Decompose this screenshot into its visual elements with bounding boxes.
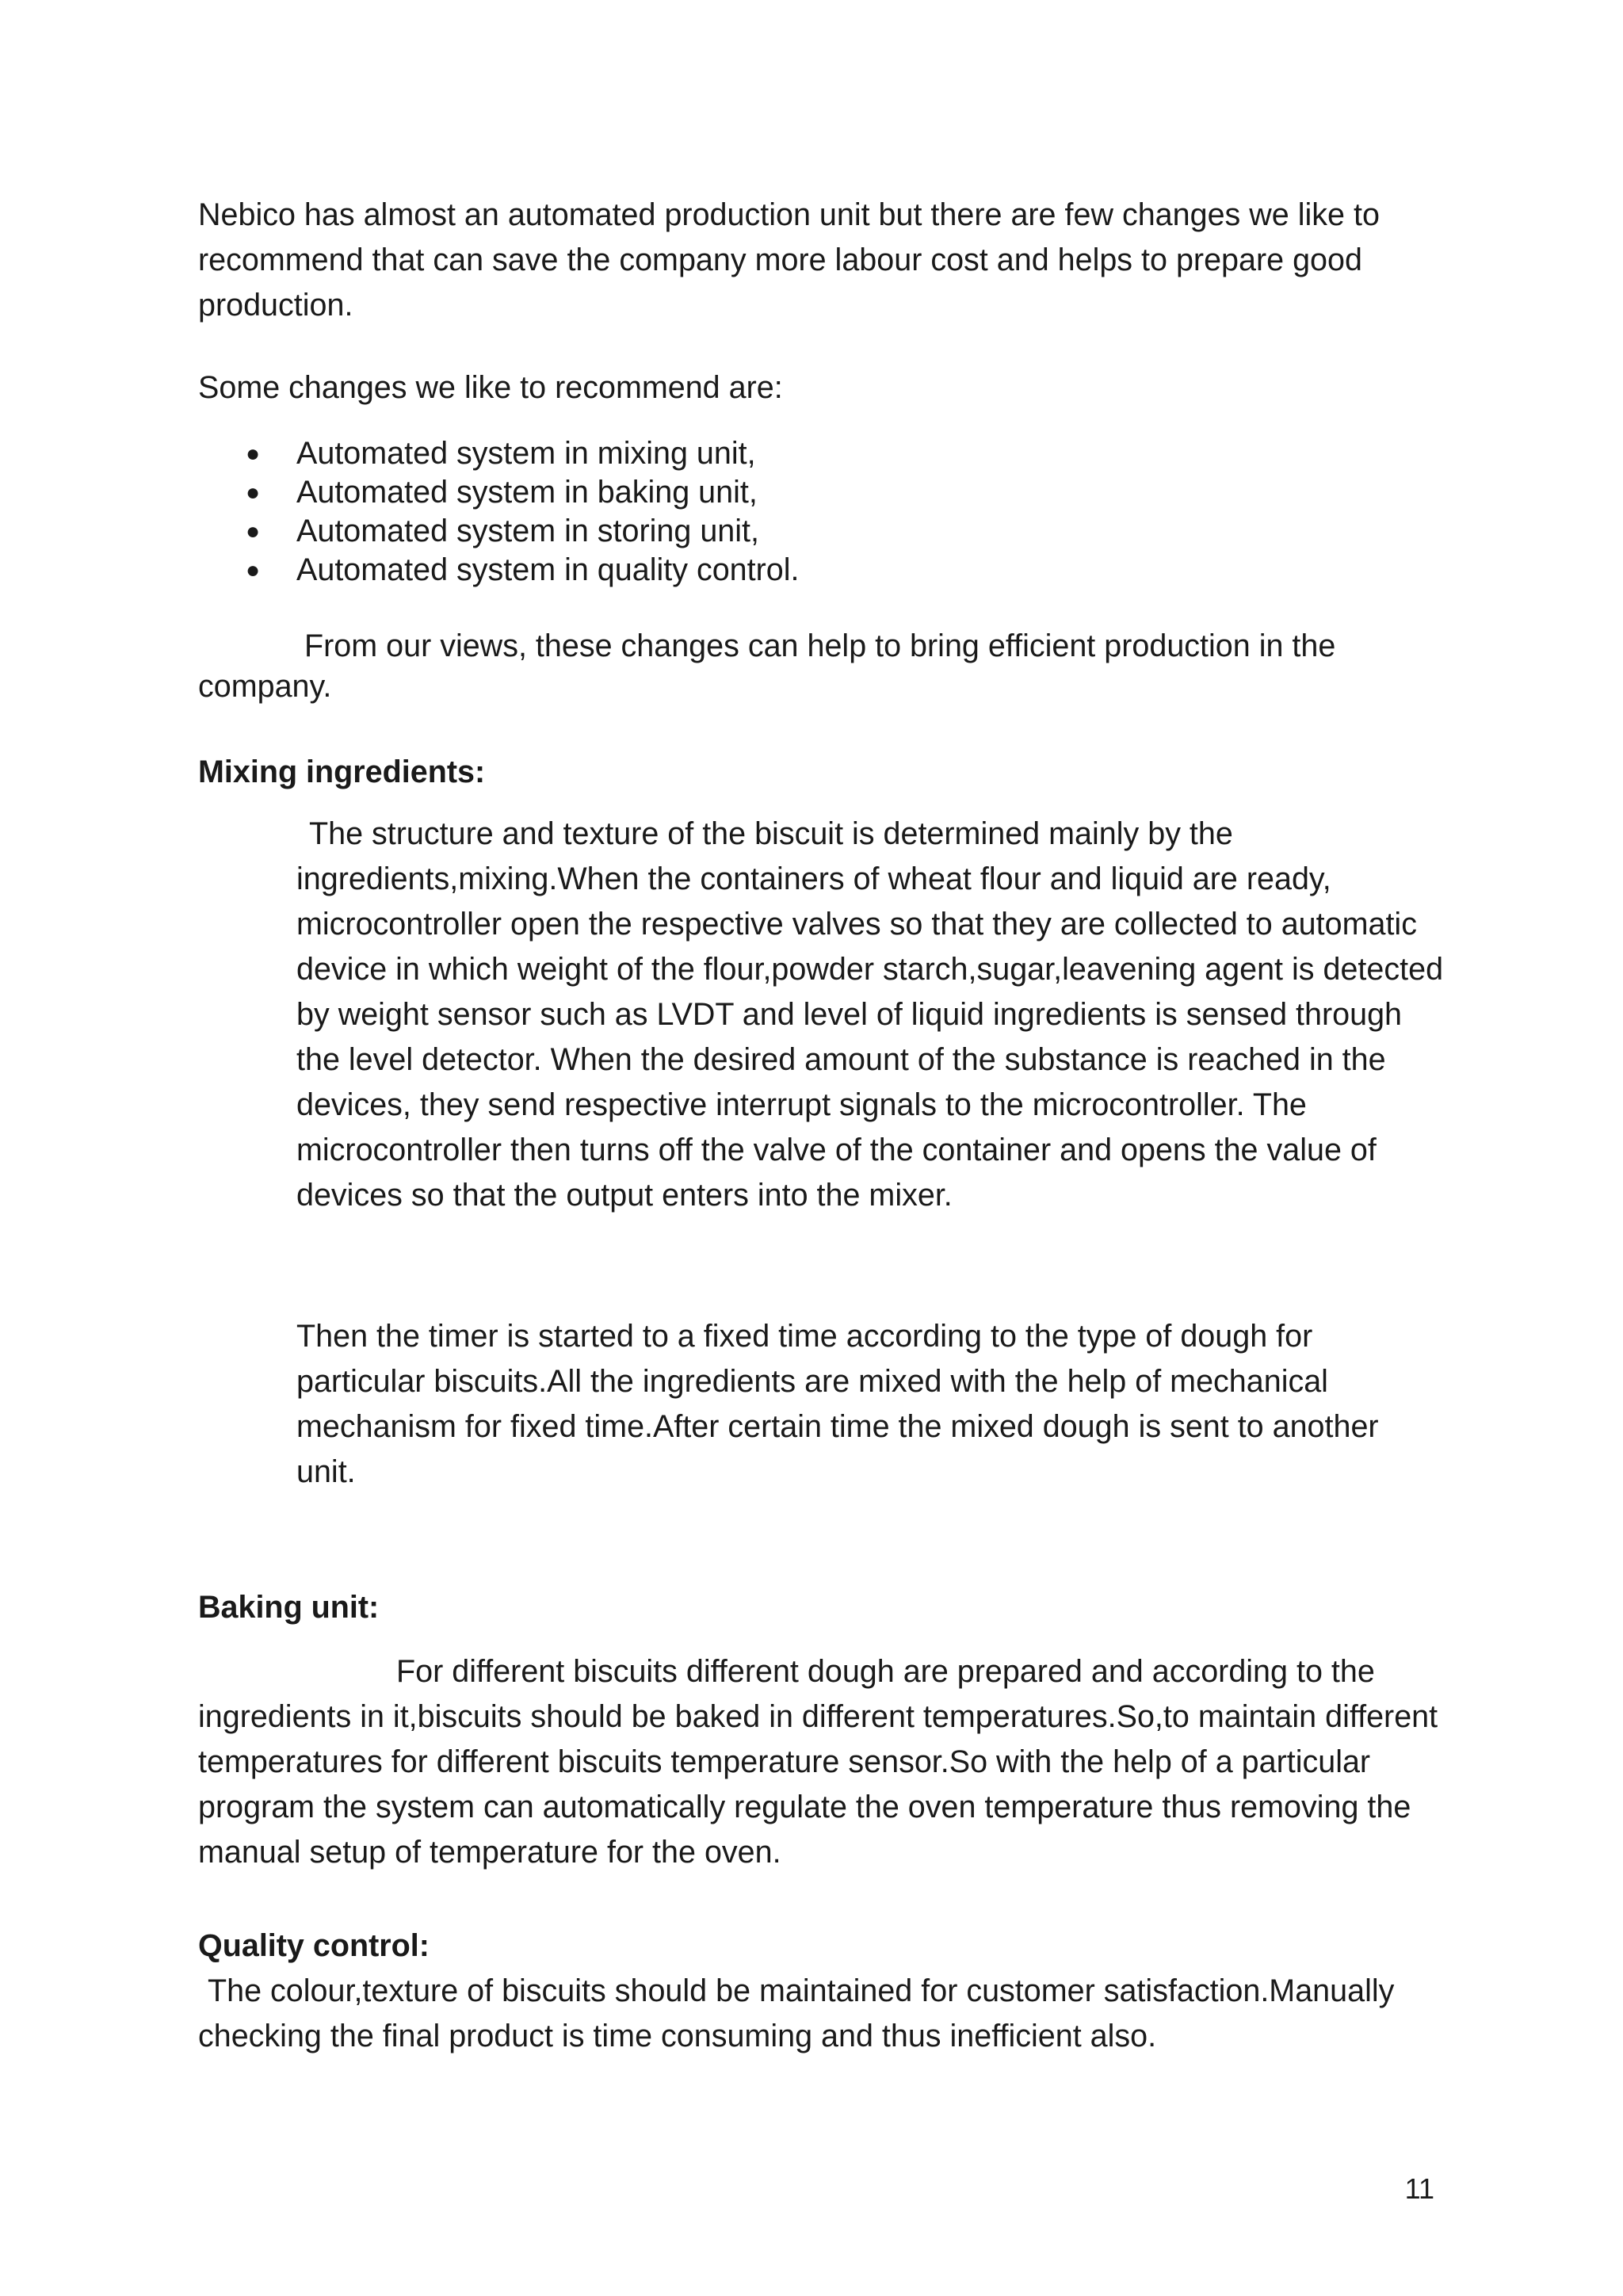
- bullet-icon: ●: [246, 441, 261, 467]
- bullet-icon: ●: [246, 479, 261, 506]
- recommendations-list: [198, 434, 800, 590]
- quality-paragraph: The colour,texture of biscuits should be maintained for customer satisfaction.Manually checking the final product is time consuming and thus inefficient also.: [198, 1973, 1395, 2053]
- list-item-text: Automated system in mixing unit,: [296, 436, 756, 471]
- list-item: [198, 434, 800, 473]
- bullet-icon: ●: [246, 557, 261, 583]
- list-item: [198, 473, 800, 512]
- mixing-heading: Mixing ingredients:: [198, 755, 486, 789]
- intro-paragraph: Nebico has almost an automated production unit but there are few changes we like to recommend that can save the company more labour cost and helps to prepare good production.: [198, 197, 1380, 323]
- list-item-text: Automated system in baking unit,: [296, 475, 758, 510]
- list-item: [198, 551, 800, 590]
- bullet-icon: ●: [246, 518, 261, 544]
- page-number: 11: [1404, 2172, 1434, 2205]
- quality-heading: Quality control:: [198, 1928, 430, 1963]
- list-item: [198, 512, 800, 551]
- mixing-paragraph-2: Then the timer is started to a fixed time according to the type of dough for particular biscuits.All the ingredients are mixed with the help of mechanical mechanism for fixed time.After certain time the mixed dough is sent to another unit.: [296, 1319, 1379, 1489]
- list-item-text: Automated system in storing unit,: [296, 514, 759, 548]
- recommendations-lead: Some changes we like to recommend are:: [198, 370, 783, 405]
- baking-paragraph: For different biscuits different dough are prepared and according to the ingredients in it,biscuits should be baked in different temperatures.So,to maintain different temperatures for different biscuits temperature sensor.So with the help of a particular program the system can automatically regulate the oven temperature thus removing the manual setup of temperature for the oven.: [198, 1654, 1438, 1870]
- list-item-text: Automated system in quality control.: [296, 552, 800, 587]
- views-paragraph: From our views, these changes can help to bring efficient production in the company.: [198, 628, 1336, 704]
- mixing-paragraph-1: The structure and texture of the biscuit is determined mainly by the ingredients,mixing.When the containers of wheat flour and liquid are ready, microcontroller open the respective valves so that they are collected to automatic device in which weight of the flour,powder starch,sugar,leavening agent is detected by weight sensor such as LVDT and level of liquid ingredients is sensed through the level detector. When the desired amount of the substance is reached in the devices, they send respective interrupt signals to the microcontroller. The microcontroller then turns off the valve of the container and opens the value of devices so that the output enters into the mixer.: [296, 816, 1444, 1213]
- baking-heading: Baking unit:: [198, 1590, 380, 1625]
